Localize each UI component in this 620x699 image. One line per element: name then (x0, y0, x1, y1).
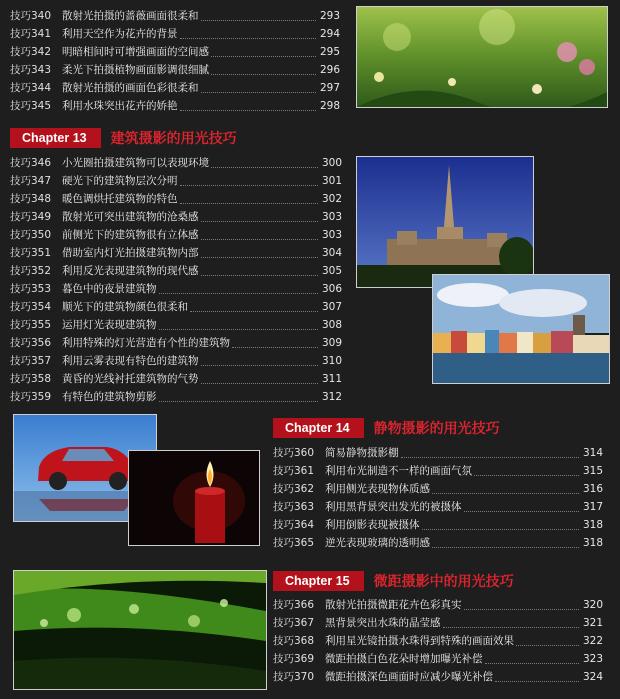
toc-page: 312 (321, 391, 342, 403)
toc-num: 技巧348 (10, 193, 52, 205)
toc-page: 316 (582, 483, 603, 495)
toc-leader (201, 83, 317, 93)
toc-title: 散射光拍摄微距花卉色彩真实 (325, 599, 462, 611)
chapter-badge: Chapter 13 (10, 128, 101, 148)
toc-leader (180, 101, 317, 111)
toc-leader (201, 374, 319, 384)
toc-page: 303 (321, 211, 342, 223)
cathedral-photo (356, 156, 534, 288)
toc-num: 技巧369 (273, 653, 315, 665)
toc-leader (201, 11, 317, 21)
toc-row[interactable] (10, 389, 342, 405)
toc-num: 技巧365 (273, 537, 315, 549)
toc-title: 利用黑背景突出发光的被摄体 (325, 501, 462, 513)
toc-leader (180, 194, 319, 204)
toc-leader (516, 636, 579, 646)
toc-title: 运用灯光表现建筑物 (62, 319, 157, 331)
toc-num: 技巧352 (10, 265, 52, 277)
toc-leader (485, 654, 580, 664)
toc-leader (201, 356, 319, 366)
toc-num: 技巧346 (10, 157, 52, 169)
toc-row[interactable] (10, 209, 342, 225)
toc-page: 309 (321, 337, 342, 349)
toc-leader (464, 502, 580, 512)
toc-row[interactable] (273, 517, 603, 533)
chapter-badge: Chapter 14 (273, 418, 364, 438)
toc-title: 散射光拍摄的蔷薇画面很柔和 (62, 10, 199, 22)
toc-title: 微距拍摄白色花朵时增加曝光补偿 (325, 653, 483, 665)
toc-num: 技巧349 (10, 211, 52, 223)
toc-leader (201, 212, 319, 222)
toc-num: 技巧355 (10, 319, 52, 331)
toc-row[interactable] (10, 227, 342, 243)
toc-row[interactable] (273, 597, 603, 613)
toc-title: 黑背景突出水珠的晶莹感 (325, 617, 441, 629)
candle-photo (128, 450, 260, 546)
toc-title: 利用侧光表现物体质感 (325, 483, 430, 495)
toc-title: 利用天空作为花卉的背景 (62, 28, 178, 40)
toc-row[interactable] (10, 8, 340, 24)
toc-page: 323 (582, 653, 603, 665)
toc-row[interactable] (273, 669, 603, 685)
toc-num: 技巧368 (273, 635, 315, 647)
toc-num: 技巧357 (10, 355, 52, 367)
chapter-15-header[interactable] (273, 571, 514, 591)
toc-leader (422, 520, 580, 530)
toc-page: 320 (582, 599, 603, 611)
toc-leader (443, 618, 580, 628)
toc-num: 技巧361 (273, 465, 315, 477)
toc-title: 暖色调烘托建筑物的特色 (62, 193, 178, 205)
toc-num: 技巧344 (10, 82, 52, 94)
chapter-title: 微距摄影中的用光技巧 (373, 574, 514, 590)
toc-title: 微距拍摄深色画面时应减少曝光补偿 (325, 671, 493, 683)
toc-row[interactable] (10, 353, 342, 369)
toc-row[interactable] (10, 98, 340, 114)
toc-row[interactable] (273, 445, 603, 461)
toc-page: 294 (319, 28, 340, 40)
toc-title: 前侧光下的建筑物很有立体感 (62, 229, 199, 241)
toc-leader (201, 230, 319, 240)
waterfront-photo (432, 274, 610, 384)
toc-num: 技巧359 (10, 391, 52, 403)
toc-title: 利用星光镜拍摄水珠得到特殊的画面效果 (325, 635, 514, 647)
toc-row[interactable] (10, 371, 342, 387)
toc-page: 321 (582, 617, 603, 629)
toc-title: 借助室内灯光拍摄建筑物内部 (62, 247, 199, 259)
toc-page: 310 (321, 355, 342, 367)
toc-leader (180, 176, 319, 186)
toc-num: 技巧343 (10, 64, 52, 76)
toc-page: 317 (582, 501, 603, 513)
toc-title: 利用倒影表现被摄体 (325, 519, 420, 531)
toc-row[interactable] (10, 44, 340, 60)
chapter-badge: Chapter 15 (273, 571, 364, 591)
toc-num: 技巧351 (10, 247, 52, 259)
toc-leader (432, 484, 579, 494)
toc-title: 简易静物摄影棚 (325, 447, 399, 459)
toc-row[interactable] (10, 173, 342, 189)
toc-row[interactable] (273, 499, 603, 515)
chapter-title: 静物摄影的用光技巧 (373, 421, 500, 437)
toc-page: 306 (321, 283, 342, 295)
toc-num: 技巧353 (10, 283, 52, 295)
toc-row[interactable] (10, 335, 342, 351)
toc-num: 技巧340 (10, 10, 52, 22)
toc-row[interactable] (10, 299, 342, 315)
toc-num: 技巧360 (273, 447, 315, 459)
toc-num: 技巧345 (10, 100, 52, 112)
toc-leader (159, 284, 319, 294)
toc-num: 技巧356 (10, 337, 52, 349)
toc-page: 318 (582, 537, 603, 549)
toc-num: 技巧354 (10, 301, 52, 313)
toc-title: 柔光下拍摄植物画面影调很细腻 (62, 64, 209, 76)
toc-title: 小光圈拍摄建筑物可以表现环境 (62, 157, 209, 169)
toc-title: 明暗相间时可增强画面的空间感 (62, 46, 209, 58)
toc-num: 技巧364 (273, 519, 315, 531)
toc-row[interactable] (10, 155, 342, 171)
toc-page: 300 (321, 157, 342, 169)
toc-num: 技巧366 (273, 599, 315, 611)
toc-num: 技巧347 (10, 175, 52, 187)
toc-title: 有特色的建筑物剪影 (62, 391, 157, 403)
toc-row[interactable] (273, 615, 603, 631)
toc-row[interactable] (10, 317, 342, 333)
toc-row[interactable] (273, 651, 603, 667)
toc-leader (464, 600, 580, 610)
toc-page: 295 (319, 46, 340, 58)
toc-leader (211, 158, 318, 168)
toc-page: 307 (321, 301, 342, 313)
toc-title: 散射光可突出建筑物的沧桑感 (62, 211, 199, 223)
toc-leader (180, 29, 317, 39)
chapter-14-header[interactable] (273, 418, 500, 438)
toc-title: 利用云雾表现有特色的建筑物 (62, 355, 199, 367)
toc-title: 顺光下的建筑物颜色很柔和 (62, 301, 188, 313)
toc-row[interactable] (10, 62, 340, 78)
toc-num: 技巧362 (273, 483, 315, 495)
toc-page: 297 (319, 82, 340, 94)
toc-row[interactable] (10, 26, 340, 42)
toc-num: 技巧350 (10, 229, 52, 241)
toc-leader (211, 65, 316, 75)
chapter-title: 建筑摄影的用光技巧 (110, 131, 237, 147)
chapter-13-header[interactable] (10, 128, 237, 148)
toc-page: 305 (321, 265, 342, 277)
toc-row[interactable] (10, 191, 342, 207)
toc-page: 303 (321, 229, 342, 241)
toc-page: 318 (582, 519, 603, 531)
toc-title: 逆光表现玻璃的透明感 (325, 537, 430, 549)
toc-row[interactable] (273, 463, 603, 479)
toc-leader (474, 466, 579, 476)
toc-row[interactable] (10, 80, 340, 96)
toc-leader (190, 302, 318, 312)
toc-title: 利用特殊的灯光营造有个性的建筑物 (62, 337, 230, 349)
toc-leader (211, 47, 316, 57)
toc-page: 322 (582, 635, 603, 647)
toc-page: 314 (582, 447, 603, 459)
toc-page: 296 (319, 64, 340, 76)
toc-page: 298 (319, 100, 340, 112)
toc-page: 324 (582, 671, 603, 683)
toc-num: 技巧342 (10, 46, 52, 58)
toc-page: 293 (319, 10, 340, 22)
toc-row[interactable] (10, 281, 342, 297)
flowers-photo (356, 6, 608, 108)
toc-title: 硬光下的建筑物层次分明 (62, 175, 178, 187)
toc-leader (432, 538, 579, 548)
toc-leader (232, 338, 318, 348)
toc-leader (159, 320, 319, 330)
toc-page: 315 (582, 465, 603, 477)
toc-leader (201, 248, 319, 258)
toc-row[interactable] (273, 633, 603, 649)
toc-title: 暮色中的夜景建筑物 (62, 283, 157, 295)
toc-num: 技巧341 (10, 28, 52, 40)
toc-title: 利用反光表现建筑物的现代感 (62, 265, 199, 277)
toc-row[interactable] (10, 263, 342, 279)
toc-title: 散射光拍摄的画面色彩很柔和 (62, 82, 199, 94)
toc-page: 304 (321, 247, 342, 259)
toc-title: 黄昏的光线衬托建筑物的气势 (62, 373, 199, 385)
water-droplets-photo (13, 570, 267, 690)
toc-page: 301 (321, 175, 342, 187)
toc-leader (401, 448, 580, 458)
toc-page: 302 (321, 193, 342, 205)
toc-num: 技巧370 (273, 671, 315, 683)
toc-num: 技巧367 (273, 617, 315, 629)
toc-page: 308 (321, 319, 342, 331)
toc-page: 311 (321, 373, 342, 385)
toc-row[interactable] (10, 245, 342, 261)
toc-leader (159, 392, 319, 402)
toc-leader (495, 672, 579, 682)
toc-row[interactable] (273, 481, 603, 497)
toc-title: 利用布光制造不一样的画面气氛 (325, 465, 472, 477)
toc-num: 技巧363 (273, 501, 315, 513)
toc-title: 利用水珠突出花卉的娇艳 (62, 100, 178, 112)
toc-num: 技巧358 (10, 373, 52, 385)
toc-row[interactable] (273, 535, 603, 551)
toc-leader (201, 266, 319, 276)
